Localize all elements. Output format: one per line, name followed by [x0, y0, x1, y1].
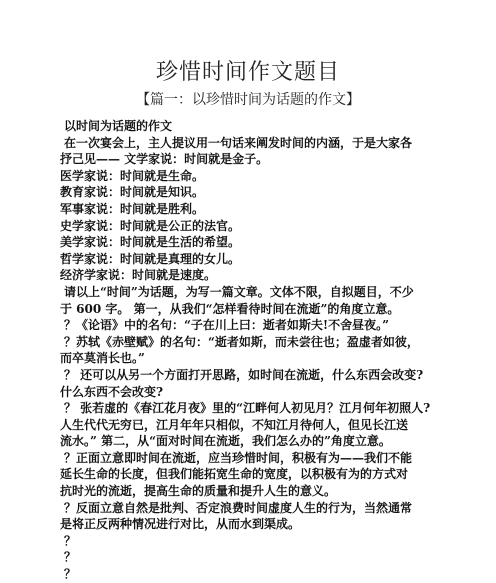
text-line: 人生代代无穷已，江月年年只相似，不知江月待何人，但见长江送 [60, 417, 409, 432]
text-line: ？ [64, 533, 77, 548]
text-line: 于 600 字。 第一，从我们“怎样看待时间在流逝”的角度立意。 [60, 301, 400, 316]
text-line: 流水。” 第二，从“面对时间在流逝，我们怎么办的”角度立意。 [60, 434, 391, 449]
text-line: ？ [64, 550, 77, 565]
document-body [60, 118, 480, 583]
text-line: 军事家说：时间就是胜利。 [60, 201, 205, 216]
text-line: 请以上“时间”为话题，为写一篇文章。文体不限，自拟题目，不少 [64, 284, 414, 299]
text-line: 美学家说：时间就是生活的希望。 [60, 235, 241, 250]
text-line: 医学家说：时间就是生命。 [60, 168, 205, 183]
text-line: 延长生命的长度，但我们能拓宽生命的宽度，以积极有为的方式对 [60, 467, 409, 482]
text-line: ？ 张若虚的《春江花月夜》里的“江畔何人初见月？江月何年初照人? [64, 401, 431, 416]
text-line: 教育家说：时间就是知识。 [60, 185, 205, 200]
text-line: 史学家说：时间就是公正的法官。 [60, 218, 241, 233]
document-title: 珍惜时间作文题目 [155, 60, 340, 85]
text-line: ？正面立意即时间在流逝，应当珍惜时间，积极有为——我们不能 [64, 450, 413, 465]
text-line: ？《论语》中的名句：“子在川上曰：逝者如斯夫!不舍昼夜。” [64, 318, 390, 333]
text-line: 抒己见—— 文学家说：时间就是金子。 [60, 152, 269, 167]
text-line: 哲学家说：时间就是真理的女儿。 [60, 251, 241, 266]
text-line: ？反面立意自然是批判、否定浪费时间虚度人生的行为，当然通常 [64, 500, 413, 515]
text-line: ？苏轼《赤壁赋》的名句：“逝者如斯，而未尝往也；盈虚者如彼， [64, 334, 419, 349]
document-subtitle: 【篇一：以珍惜时间为话题的作文】 [136, 92, 360, 108]
text-line: 什么东西不会改变? [60, 384, 164, 399]
text-line: 而卒莫消长也。” [60, 351, 145, 366]
text-line: 抗时光的流逝，提高生命的质量和提升人生的意义。 [60, 484, 337, 499]
text-line: 是将正反两种情况进行对比，从而水到渠成。 [60, 517, 301, 532]
text-line: 在一次宴会上，主人提议用一句话来阐发时间的内涵，于是大家各 [64, 135, 413, 150]
text-line: 以时间为话题的作文 [64, 119, 173, 133]
text-line: 经济学家说：时间就是速度。 [60, 268, 217, 283]
text-line: ？ 还可以从另一个方面打开思路，如时间在流逝，什么东西会改变? [64, 367, 424, 382]
text-line: ？ [64, 567, 77, 582]
